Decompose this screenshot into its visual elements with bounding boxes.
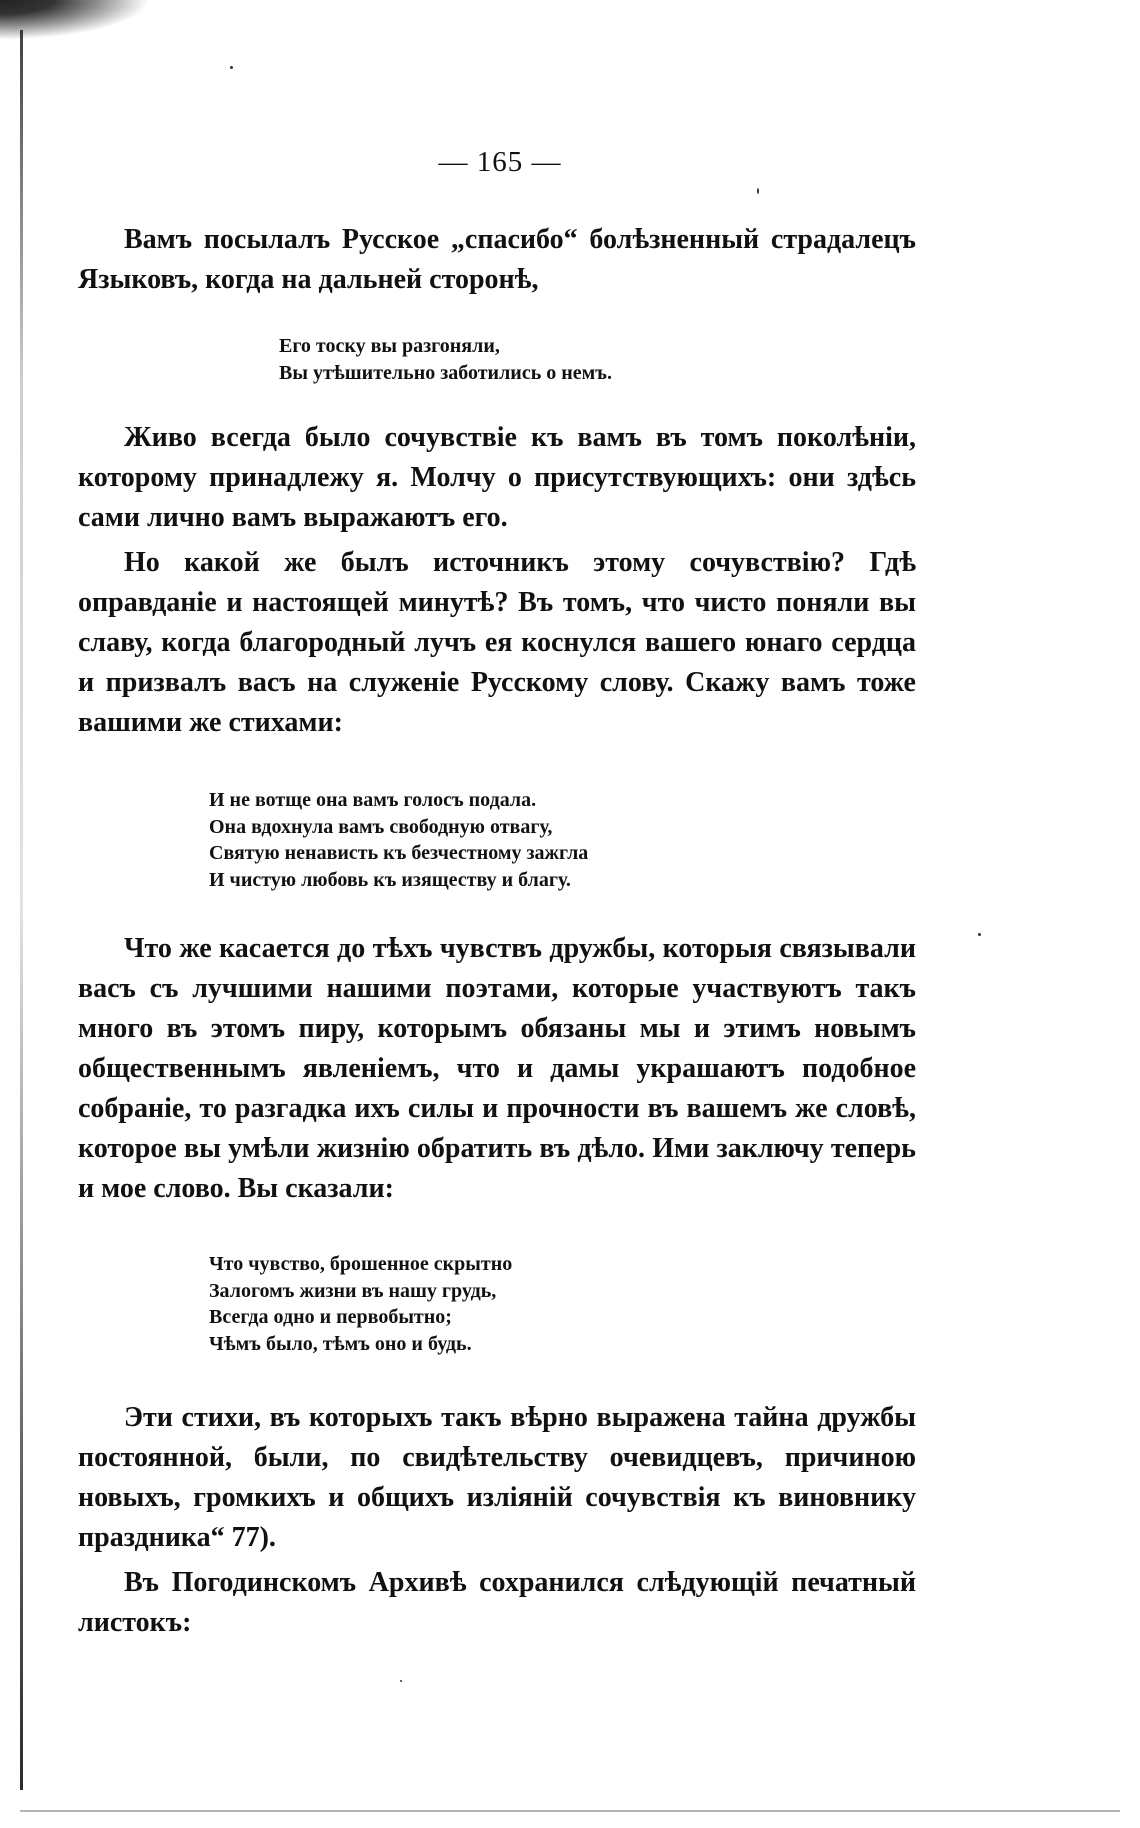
paragraph-text: Что же касается до тѣхъ чувствъ дружбы, которыя связывали васъ съ лучшими нашими поэтами, которые участвуютъ такъ много въ этомъ пиру, которымъ обязаны мы и этимъ новымъ общественнымъ явленіемъ, что и дамы украшаютъ подобное собраніе, то разгадка ихъ силы и прочности въ вашемъ же словѣ, которое вы умѣли жизнію обратить въ дѣло. Ими заключу теперь и мое слово. Вы сказали: — [78, 933, 916, 1204]
verse-line: И не вотще она вамъ голосъ подала. — [209, 789, 537, 811]
verse-line: Что чувство, брошенное скрытно — [209, 1253, 513, 1275]
paragraph-6 — [78, 1563, 916, 1643]
scan-left-edge — [20, 30, 23, 1790]
verse-quote-3 — [209, 1251, 512, 1357]
paragraph-intro — [78, 220, 916, 300]
page-number: — 165 — — [438, 146, 562, 178]
verse-line: Его тоску вы разгоняли, — [279, 335, 500, 357]
paragraph-text: Но какой же былъ источникъ этому сочувствію? Гдѣ оправданіе и настоящей минутѣ? Въ томъ, что чисто поняли вы славу, когда благородный лучъ ея коснулся вашего юнаго сердца и призвалъ васъ на служеніе Русскому слову. Скажу вамъ тоже вашими же стихами: — [78, 547, 916, 738]
verse-quote-2 — [209, 787, 588, 893]
verse-line: Она вдохнула вамъ свободную отвагу, — [209, 815, 553, 838]
scan-speck — [978, 933, 981, 936]
verse-line: Залогомъ жизни въ нашу грудь, — [209, 1279, 497, 1302]
verse-line: Всегда одно и первобытно; — [209, 1306, 452, 1328]
paragraph-5 — [78, 1398, 916, 1558]
paragraph-text: Въ Погодинскомъ Архивѣ сохранился слѣдующій печатный листокъ: — [78, 1567, 916, 1638]
paragraph-text: Вамъ посылалъ Русское „спасибо“ болѣзненный страдалецъ Языковъ, когда на дальней сторонѣ, — [78, 224, 916, 295]
scan-speck — [230, 66, 233, 69]
verse-line: Чѣмъ было, тѣмъ оно и будь. — [209, 1332, 472, 1355]
scan-speck — [400, 1680, 402, 1682]
verse-line: И чистую любовь къ изяществу и благу. — [209, 868, 571, 891]
paragraph-text: Живо всегда было сочувствіе къ вамъ въ томъ поколѣніи, которому принадлежу я. Молчу о присутствующихъ: они здѣсь сами лично вамъ выражаютъ его. — [78, 422, 916, 533]
paragraph-text: Эти стихи, въ которыхъ такъ вѣрно выражена тайна дружбы постоянной, были, по свидѣтельству очевидцевъ, причиною новыхъ, громкихъ и общихъ изліяній сочувствія къ виновнику праздника“ 77). — [78, 1402, 916, 1553]
verse-line: Святую ненависть къ безчестному зажгла — [209, 842, 589, 864]
verse-line: Вы утѣшительно заботились о немъ. — [279, 361, 612, 384]
paragraph-2 — [78, 418, 916, 538]
paragraph-3 — [78, 543, 916, 743]
scan-bottom-edge — [20, 1810, 1120, 1812]
scan-speck — [757, 188, 759, 194]
paragraph-4 — [78, 929, 916, 1209]
verse-quote-1 — [279, 333, 612, 386]
